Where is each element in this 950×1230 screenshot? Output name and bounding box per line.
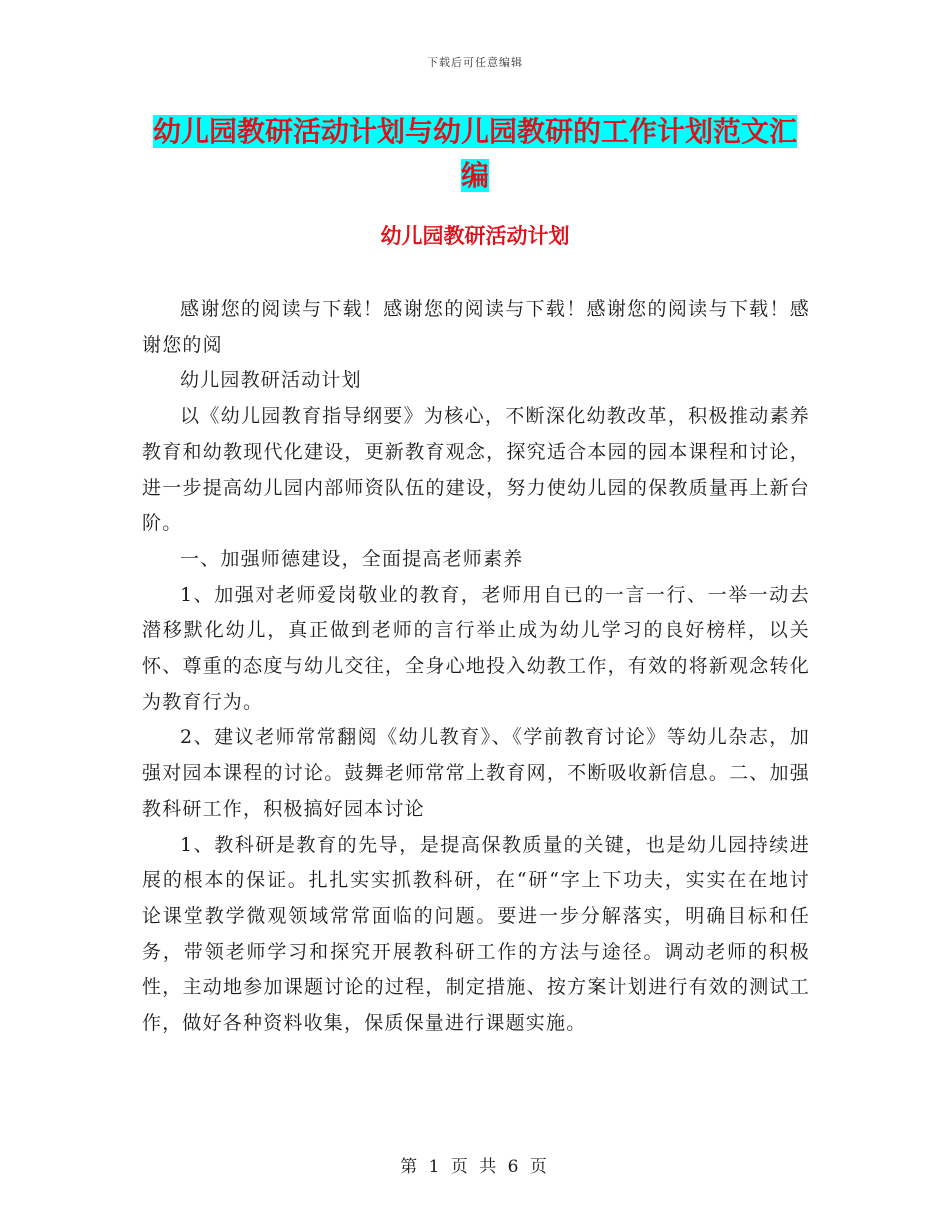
paragraph: 幼儿园教研活动计划 — [180, 369, 362, 392]
paragraph: 1、教科研是教育的先导，是提高保教质量的关键，也是幼儿园持续进展的根本的保证。扎扎实实抓教科研，在“研“字上下功夫，实实在在地讨论课堂教学微观领域常常面临的问题。要进一步分解落实，明确目标和任务，带领老师学习和探究开展教科研工作的方法与途径。调动老师的积极性，主动地参加课题讨论的过程，制定措施、按方案计划进行有效的测试工作，做好各种资料收集，保质保量进行课题实施。 — [142, 833, 810, 1035]
page-footer: 第 1 页 共 6 页 — [400, 1157, 550, 1177]
document-body — [142, 292, 810, 1042]
paragraph: 以《幼儿园教育指导纲要》为核心，不断深化幼教改革，积极推动素养教育和幼教现代化建设，更新教育观念，探究适合本园的园本课程和讨论，进一步提高幼儿园内部师资队伍的建设，努力使幼儿园的保教质量再上新台阶。 — [142, 405, 810, 535]
paragraph: 一、加强师德建设，全面提高老师素养 — [180, 547, 524, 570]
paragraph: 2、建议老师常常翻阅《幼儿教育》、《学前教育讨论》等幼儿杂志，加强对园本课程的讨论。鼓舞老师常常上教育网，不断吸收新信息。二、加强教科研工作，积极搞好园本讨论 — [142, 726, 810, 820]
document-title-text: 幼儿园教研活动计划与幼儿园教研的工作计划范文汇编 — [152, 115, 797, 192]
document-title — [140, 110, 810, 198]
paragraph: 感谢您的阅读与下载！感谢您的阅读与下载！感谢您的阅读与下载！感谢您的阅 — [142, 298, 810, 356]
header-note: 下载后可任意编辑 — [427, 56, 523, 69]
paragraph: 1、加强对老师爱岗敬业的教育，老师用自已的一言一行、一举一动去潜移默化幼儿，真正做到老师的言行举止成为幼儿学习的良好榜样，以关怀、尊重的态度与幼儿交往，全身心地投入幼教工作，有效的将新观念转化为教育行为。 — [142, 583, 810, 713]
section-heading: 幼儿园教研活动计划 — [380, 224, 570, 248]
